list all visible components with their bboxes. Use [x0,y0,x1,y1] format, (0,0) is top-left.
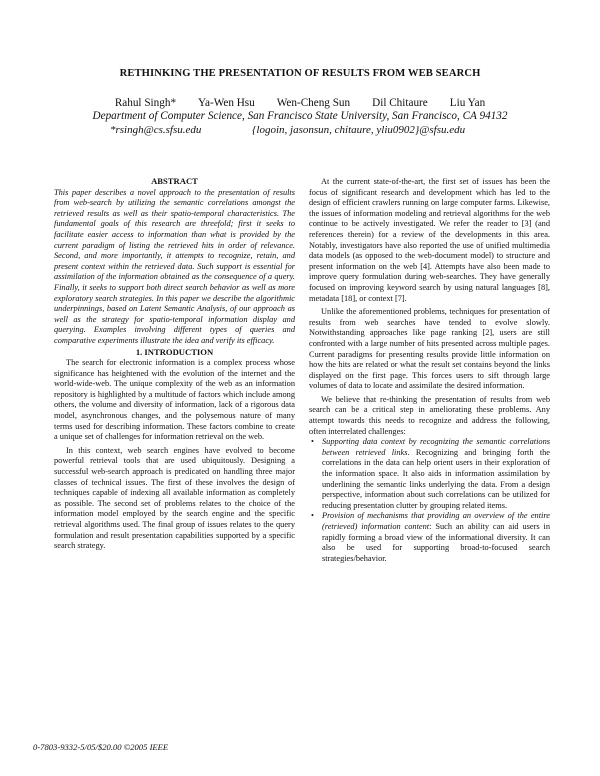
bullet-text: : Such an ability can aid users in rapidly forming a broad view of the informational diversity. It can also be used for supporting broad-to-focused search strategies/behavior. [322,522,551,563]
body-paragraph: Unlike the aforementioned problems, techniques for presentation of results from web searches have tended to evolve slowly. Notwithstanding approaches like page ranking [2], users are still confronted with a large number of hits presented across multiple pages. Current paradigms for presenting results provide little information on how the hits are related or what the result set contains beyond the links displayed on the first page. This forces users to sift through large volumes of data to locate and assimilate the desired information. [309,307,550,391]
body-paragraph: We believe that re-thinking the presentation of results from web search can be a critical step in ameliorating these problems. Any attempt towards this needs to recognize and address the following, often interrelated challenges: [309,394,550,436]
bullet-text: . Recognizing and bringing forth the correlations in the data can help orient users in their exploration of the information space. It also aids in information assimilation by underlining the semantic links underlying the data. From a design perspective, information about such correlations can be utilized for reducing presentation clutter by grouping related items. [322,447,551,510]
author-name: Dil Chitaure [372,97,428,109]
left-column [54,176,295,552]
author-name: Wen-Cheng Sun [276,97,351,109]
author-name: Liu Yan [449,97,486,109]
intro-paragraph: The search for electronic information is a complex process whose significance has heightened with the evolution of the internet and the world-wide-web. The unique complexity of the web as an information repository is highlighted by a multitude of factors which include among others, the volume and diversity of information, lack of a rigorous data model, asynchronous changes, and the polysemous nature of many terms used for describing information. These factors combine to create a unique set of challenges for information retrieval on the web. [54,358,295,442]
author-name: Rahul Singh* [114,97,177,109]
email-primary: *rsingh@cs.sfsu.edu [110,124,202,136]
intro-paragraph: In this context, web search engines have evolved to become powerful retrieval tools that are used ubiquitously. Designing a successful web-search approach is predicated on handling three major classes of technical issues. The first of these involves the design of techniques capable of indexing all available information as completely as possible. The second set of problems relates to the choice of the information model employed by the search engine and the specific retrieval algorithms used. The final group of issues relates to the query formulation and result presentation capabilities supported by a specific search strategy. [54,445,295,551]
introduction-heading: 1. INTRODUCTION [135,346,214,357]
bullet-icon: • [311,437,314,447]
bullet-lead: Provision of mechanisms that providing an overview of the entire (retrieved) information content [322,511,550,531]
abstract-heading: ABSTRACT [151,176,198,186]
body-paragraph: At the current state-of-the-art, the first set of issues has been the focus of significant research and development which has led to the design of efficient crawlers running on large computer farms. Likewise, the issues of information modeling and retrieval algorithms for the web continue to be actively investigated. We refer the reader to [3] (and references therein) for a review of the developments in this area. Notably, investigators have also reported the use of unified multimedia data models (as opposed to the web-document model) to structure and present information on the web [4]. Attempts have also been made to improve query formulation during web-searches. They have generally focused on improving keyword search by using natural languages [8], metadata [18], or context [7]. [309,177,550,303]
email-others: {logoin, jasonsun, chitaure, yliu0902}@sfsu.edu [252,124,466,136]
right-column [309,177,550,564]
author-list [40,97,560,109]
abstract-text: This paper describes a novel approach to the presentation of results from web-search by utilizing the semantic correlations amongst the retrieved results as well as their spatio-temporal characteristics. The fundamental goals of this research are threefold; first it seeks to facilitate easier access to information than what is provided by the current paradigm of listing the retrieved hits in order of relevance. Second, and more importantly, it attempts to recognize, retain, and present context within the retrieved data. Such support is essential for assimilation of the information obtained as the consequence of a query. Finally, it seeks to support both direct search behavior as well as more exploratory search strategies. In this paper we describe the algorithmic underpinnings, based on Latent Semantic Analysis, of our approach as well as the strategy for spatio-temporal information display and querying. Examples involving different types of queries and comparative experiments illustrate the idea and verify its efficacy. [54,187,295,345]
challenge-list [309,437,550,564]
copyright-footer: 0-7803-9332-5/05/$20.00 ©2005 IEEE [33,742,169,752]
list-item [309,437,550,511]
list-item [309,511,550,564]
author-name: Ya-Wen Hsu [198,97,255,109]
bullet-icon: • [311,511,314,521]
paper-title: RETHINKING THE PRESENTATION OF RESULTS FROM WEB SEARCH [119,68,481,79]
affiliation: Department of Computer Science, San Francisco State University, San Francisco, CA 94132 [92,110,508,122]
bullet-lead: Supporting data context by recognizing the semantic correlations between retrieved links [322,437,550,457]
